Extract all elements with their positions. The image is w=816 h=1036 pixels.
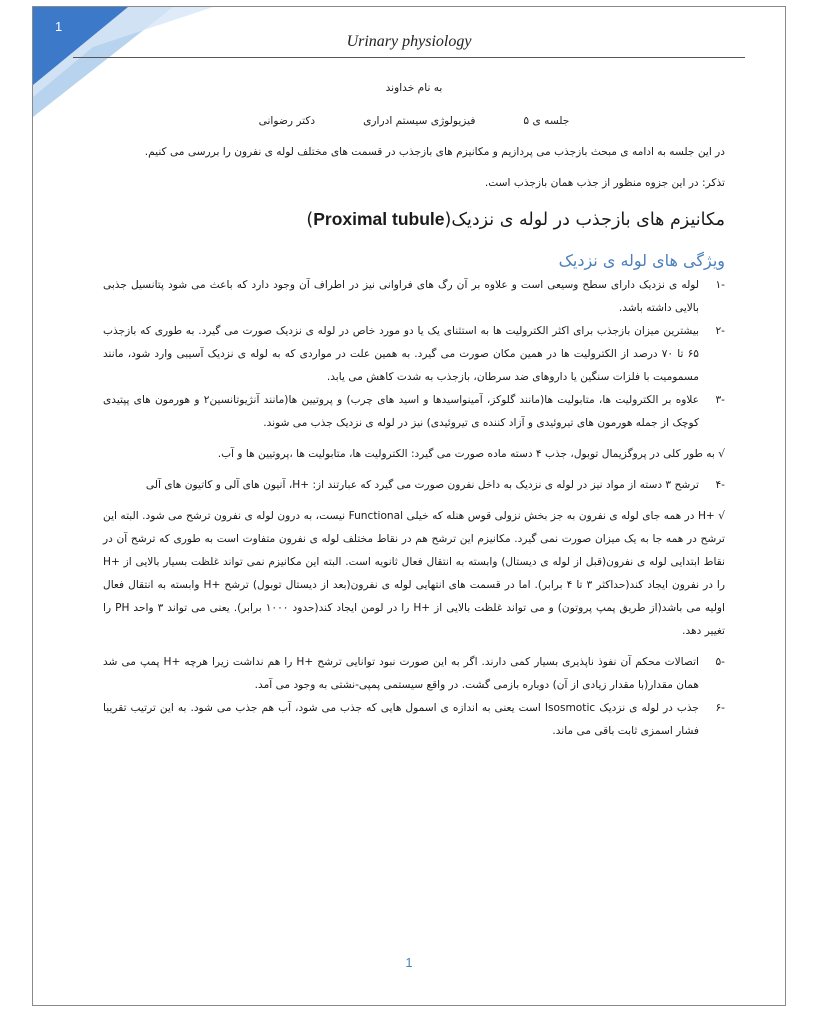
header-divider (73, 57, 745, 58)
list-item-number: -۲ (715, 325, 725, 337)
header-title: Urinary physiology (346, 33, 472, 50)
list-item-number: -۶ (715, 702, 725, 714)
list-item-number: -۱ (715, 279, 725, 291)
list-item-text: لوله ی نزدیک دارای سطح وسیعی است و علاوه بر آن رگ های فراوانی نیز در اطراف آن وجود دارد که باعث می شود پتانسیل جذبی بالایی داشته باشد. (103, 279, 699, 314)
intro-paragraph: در این جلسه به ادامه ی مبحث بازجذب می پردازیم و مکانیزم های بازجذب در قسمت های مختلف لوله ی نفرون را بررسی می کنیم. (144, 146, 725, 158)
list-item (103, 274, 725, 320)
list-item (103, 651, 725, 697)
heading-features: ویژگی های لوله ی نزدیک (558, 251, 725, 270)
list-item-text: علاوه بر الکترولیت ها، متابولیت ها(مانند گلوکز، آمینواسیدها و اسید های چرب) و پروتیین ها(مانند آنژیوتانسین۲ و هورمون های پپتیدی کوچک از جمله هورمون های تیروئیدی و آزاد کننده ی تیروئیدی) نیز در لوله ی نزدیک جذب می شوند. (103, 394, 700, 429)
list-item-text: ترشح ۳ دسته از مواد نیز در لوله ی نزدیک به داخل نفرون صورت می گیرد که عبارتند از: +H، آنیون های آلی و کاتیون های آلی (145, 479, 699, 491)
heading-mechanisms (103, 205, 725, 234)
list-item-number: -۴ (715, 479, 725, 491)
lecture-info (103, 110, 725, 133)
heading-en-part: Proximal tubule (313, 209, 445, 229)
document-page (32, 6, 786, 1006)
list-item-text: بیشترین میزان بازجذب برای اکثر الکترولیت ها به استثنای یک یا دو مورد خاص در لوله ی نزدیک صورت می گیرد. به طوری که بازجذب ۶۵ تا ۷۰ درصد از الکترولیت ها در همین مکان صورت می گیرد. به همین علت در مواردی که به لوله ی نزدیک آسیبی وارد شود، مانند مسمومیت با فلزات سنگین یا داروهای ضد سرطان، بازجذب به شدت کاهش می یابد. (103, 325, 699, 383)
list-item-text: اتصالات محکم آن نفوذ ناپذیری بسیار کمی دارند. اگر به این صورت نبود توانایی ترشح +H را هم نداشت زیرا هرچه +H پمپ می شد همان مقدار(با مقدار زیادی از آن) دوباره بازمی گشت. در واقع سیستمی پمپی-نشتی به وجود می آمد. (103, 656, 699, 691)
heading-close: ) (306, 210, 314, 230)
basmala: به نام خداوند (385, 82, 443, 94)
list-item-number: -۵ (715, 656, 725, 668)
note-paragraph: تذکر: در این جزوه منظور از جذب همان بازجذب است. (484, 177, 725, 189)
heading-fa-part: مکانیزم های بازجذب در لوله ی نزدیک( (444, 210, 725, 230)
list-item-number: -۳ (715, 394, 725, 406)
lecturer-label: دکتر رضوانی (258, 115, 316, 127)
course-label: فیزیولوژی سیستم ادراری (363, 115, 476, 127)
document-body (103, 77, 725, 743)
list-item (103, 697, 725, 743)
list-item (103, 474, 725, 497)
list-item-text: جذب در لوله ی نزدیک Isosmotic است یعنی به اندازه ی اسمول هایی که جذب می شود، آب هم جذب می شود. به این ترتیب تقریبا فشار اسمزی ثابت باقی می ماند. (103, 702, 699, 737)
list-item (103, 389, 725, 435)
session-label: جلسه ی ۵ (523, 115, 570, 127)
checkmark-paragraph: √ به طور کلی در پروگزیمال توبول، جذب ۴ دسته ماده صورت می گیرد: الکترولیت ها، متابولیت ها ،پروتیین ها و آب. (217, 448, 725, 460)
checkmark-paragraph: √ +H در همه جای لوله ی نفرون به جز بخش نزولی قوس هنله که خیلی Functional نیست، به درون لوله ی نفرون ترشح می شود. البته این ترشح در همه جا به یک میزان صورت نمی گیرد. مکانیزم این ترشح هم در نقاط مختلف لوله ی نفرون متفاوت است به طوری که ترشح آن در نقاط ابتدایی لوله ی نفرون(قبل از لوله ی دیستال) وابسته به انتقال فعال ثانویه است. البته این مکانیزم نمی تواند غلظت بسیار بالایی از +H را در نفرون ایجاد کند(حداکثر ۳ تا ۴ برابر). اما در قسمت های انتهایی لوله ی نفرون(بعد از دیستال توبول) ترشح +H وابسته به انتقال فعال اولیه می باشد(از طریق پمپ پروتون) و می تواند غلظت بالایی از +H را در لومن ایجاد کند(حدود ۱۰۰۰ برابر). یعنی می تواند ۳ واحد PH را تغییر دهد. (103, 510, 726, 637)
corner-page-number: 1 (55, 19, 63, 34)
list-item (103, 320, 725, 389)
footer-page-number: 1 (405, 955, 413, 970)
